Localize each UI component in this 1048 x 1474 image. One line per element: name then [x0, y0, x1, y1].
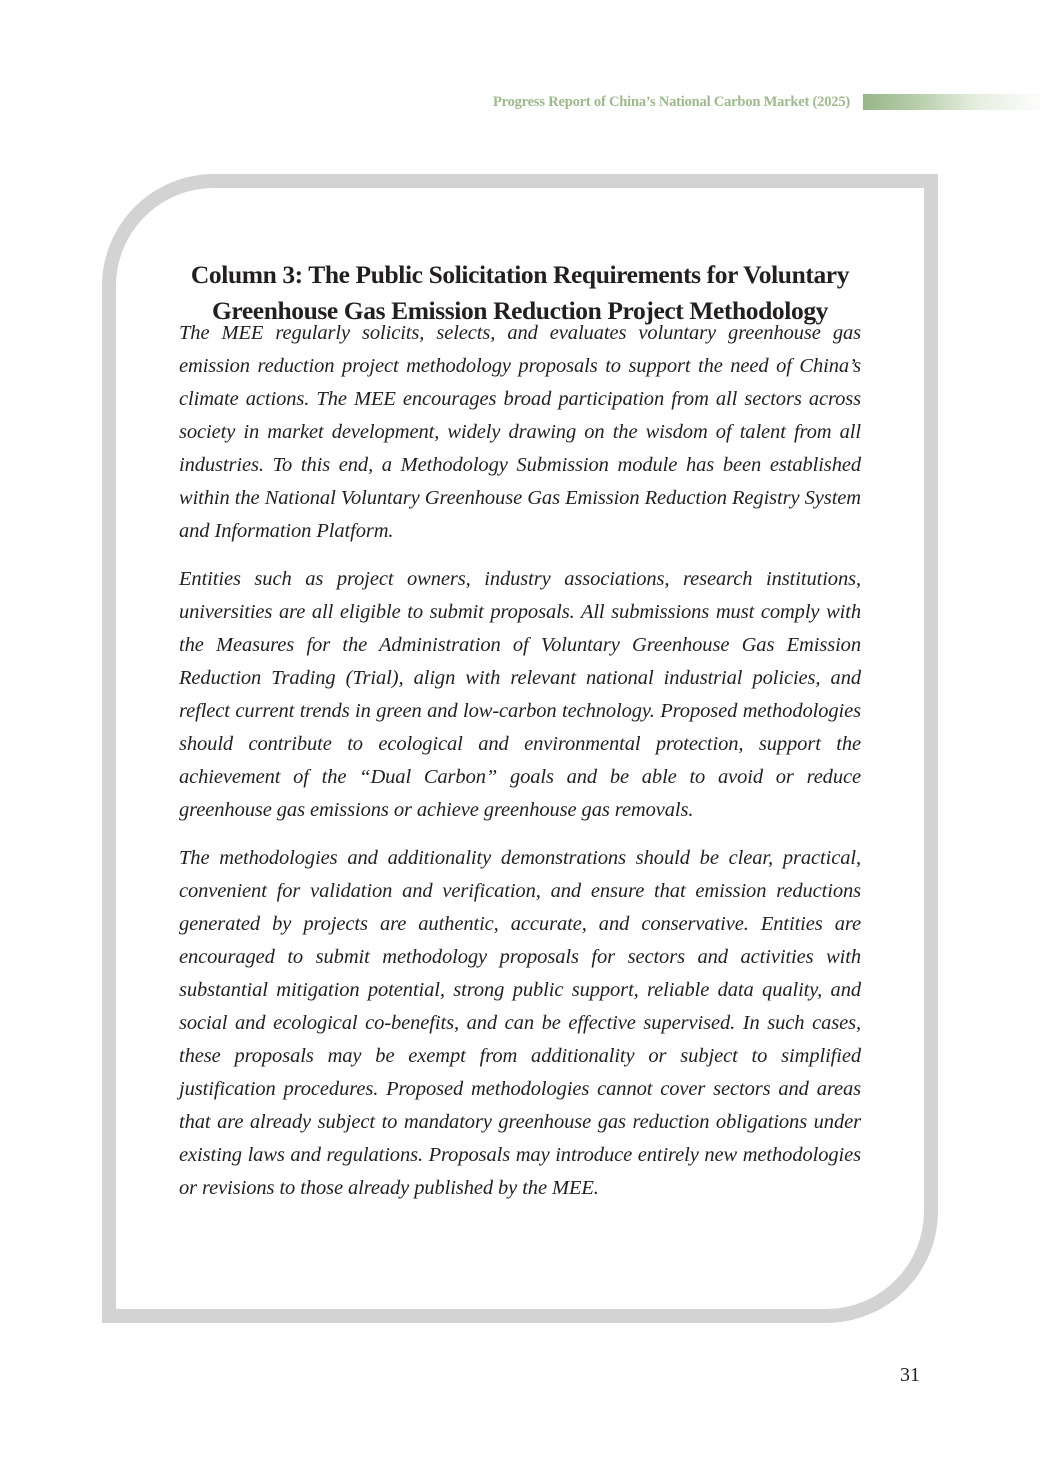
- running-header-title: Progress Report of China’s National Carbon Market (2025): [492, 94, 850, 110]
- column-paragraph: The methodologies and additionality demonstrations should be clear, practical, convenient for validation and verification, and ensure that emission reductions generated by projects are authentic, accurate, and conservative. Entities are encouraged to submit methodology proposals for sectors and activities with substantial mitigation potential, strong public support, reliable data quality, and social and ecological co-benefits, and can be effective supervised. In such cases, these proposals may be exempt from additionality or subject to simplified justification procedures. Proposed methodologies cannot cover sectors and areas that are already subject to mandatory greenhouse gas reduction obligations under existing laws and regulations. Proposals may introduce entirely new methodologies or revisions to those already published by the MEE.: [179, 847, 861, 1199]
- page-number: 31: [900, 1364, 920, 1386]
- column-body: [179, 317, 861, 1220]
- column-title: Column 3: The Public Solicitation Requirements for Voluntary Greenhouse Gas Emission Reduction Project Methodology: [190, 260, 850, 326]
- header-accent-bar: [863, 94, 1048, 110]
- running-header: [0, 92, 1048, 112]
- column-paragraph: Entities such as project owners, industry associations, research institutions, universities are all eligible to submit proposals. All submissions must comply with the Measures for the Administration of Voluntary Greenhouse Gas Emission Reduction Trading (Trial), align with relevant national industrial policies, and reflect current trends in green and low-carbon technology. Proposed methodologies should contribute to ecological and environmental protection, support the achievement of the “Dual Carbon” goals and be able to avoid or reduce greenhouse gas emissions or achieve greenhouse gas removals.: [179, 568, 861, 821]
- column-paragraph: The MEE regularly solicits, selects, and evaluates voluntary greenhouse gas emission reduction project methodology proposals to support the need of China’s climate actions. The MEE encourages broad participation from all sectors across society in market development, widely drawing on the wisdom of talent from all industries. To this end, a Methodology Submission module has been established within the National Voluntary Greenhouse Gas Emission Reduction Registry System and Information Platform.: [179, 322, 861, 542]
